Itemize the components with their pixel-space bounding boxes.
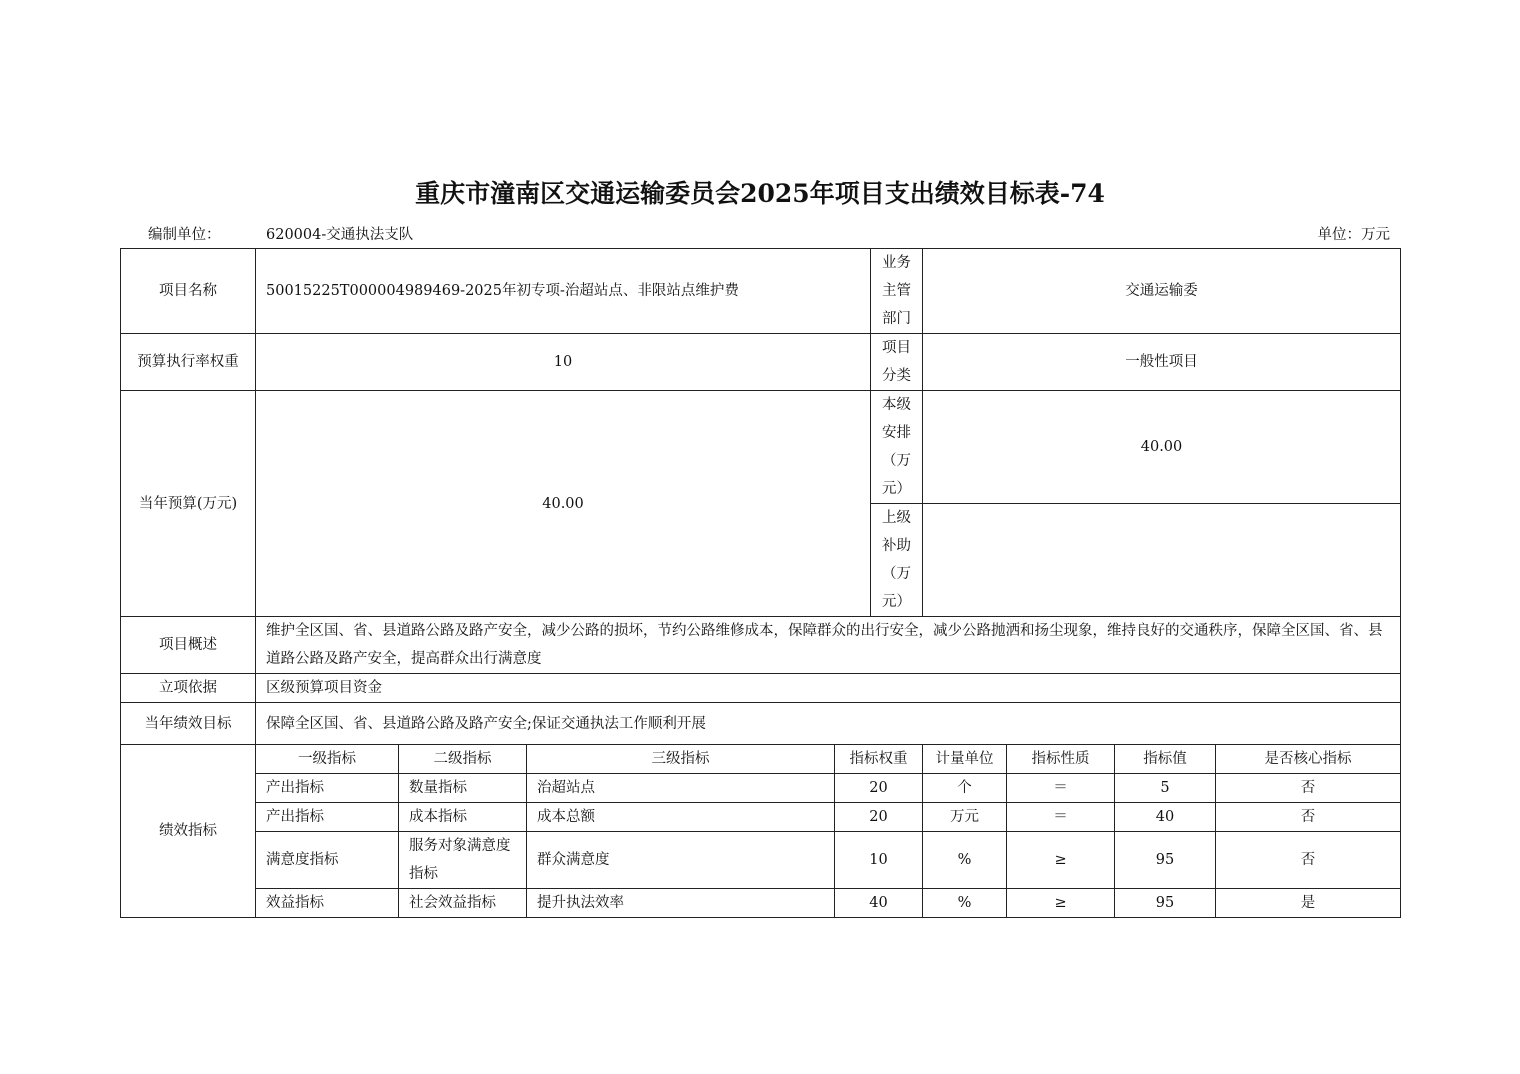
weight-value: 10 [256,334,871,391]
indicator-weight: 20 [835,803,923,832]
goal-label: 当年绩效目标 [121,703,256,745]
header-level3: 三级指标 [527,745,835,774]
row-project-name [121,249,1401,334]
indicator-header-row [121,745,1401,774]
indicator-unit: % [923,832,1007,889]
category-label: 项目分类 [871,334,923,391]
dept-value: 交通运输委 [923,249,1401,334]
overview-label: 项目概述 [121,617,256,674]
indicator-level2: 社会效益指标 [399,889,527,918]
currency-unit: 单位：万元 [1317,227,1390,243]
header-core: 是否核心指标 [1216,745,1401,774]
table-row [121,889,1401,918]
indicator-value: 95 [1115,889,1216,918]
budget-label: 当年预算(万元) [121,391,256,617]
indicator-level3: 群众满意度 [527,832,835,889]
indicator-weight: 10 [835,832,923,889]
indicator-label: 绩效指标 [121,745,256,918]
indicator-nature: ≥ [1007,889,1115,918]
weight-label: 预算执行率权重 [121,334,256,391]
row-weight [121,334,1401,391]
indicator-level3: 提升执法效率 [527,889,835,918]
header-unit: 计量单位 [923,745,1007,774]
indicator-nature: ＝ [1007,774,1115,803]
row-basis [121,674,1401,703]
compile-unit-value: 620004-交通执法支队 [266,227,414,243]
indicator-unit: 个 [923,774,1007,803]
indicator-level1: 效益指标 [256,889,399,918]
dept-label: 业务主管部门 [871,249,923,334]
indicator-value: 5 [1115,774,1216,803]
header-level1: 一级指标 [256,745,399,774]
indicator-nature: ＝ [1007,803,1115,832]
header-level2: 二级指标 [399,745,527,774]
indicator-core: 否 [1216,803,1401,832]
local-label: 本级安排（万元） [871,391,923,504]
header-weight: 指标权重 [835,745,923,774]
indicator-core: 否 [1216,774,1401,803]
compile-unit-label: 编制单位： [148,227,221,243]
header-nature: 指标性质 [1007,745,1115,774]
indicator-level3: 治超站点 [527,774,835,803]
indicator-unit: 万元 [923,803,1007,832]
budget-value: 40.00 [256,391,871,617]
indicator-level2: 成本指标 [399,803,527,832]
indicator-core: 否 [1216,832,1401,889]
upper-value [923,504,1401,617]
header-value: 指标值 [1115,745,1216,774]
goal-text: 保障全区国、省、县道路公路及路产安全;保证交通执法工作顺利开展 [256,703,1401,745]
indicator-core: 是 [1216,889,1401,918]
page-title: 重庆市潼南区交通运输委员会2025年项目支出绩效目标表-74 [415,179,1105,208]
indicator-level1: 产出指标 [256,803,399,832]
indicator-nature: ≥ [1007,832,1115,889]
upper-label: 上级补助（万元） [871,504,923,617]
row-goal [121,703,1401,745]
row-budget-local [121,391,1401,504]
row-overview [121,617,1401,674]
indicator-level2: 服务对象满意度指标 [399,832,527,889]
overview-text: 维护全区国、省、县道路公路及路产安全，减少公路的损坏，节约公路维修成本，保障群众的出行安全，减少公路抛洒和扬尘现象，维持良好的交通秩序，保障全区国、省、县道路公路及路产安全，提高群众出行满意度 [256,617,1401,674]
indicator-level1: 满意度指标 [256,832,399,889]
basis-label: 立项依据 [121,674,256,703]
indicator-unit: % [923,889,1007,918]
table-row [121,832,1401,889]
category-value: 一般性项目 [923,334,1401,391]
indicator-weight: 40 [835,889,923,918]
indicator-value: 40 [1115,803,1216,832]
indicator-weight: 20 [835,774,923,803]
indicator-level3: 成本总额 [527,803,835,832]
indicator-level2: 数量指标 [399,774,527,803]
project-name-value: 50015225T000004989469-2025年初专项-治超站点、非限站点维护费 [256,249,871,334]
table-row [121,774,1401,803]
table-row [121,803,1401,832]
indicator-level1: 产出指标 [256,774,399,803]
project-name-label: 项目名称 [121,249,256,334]
basis-text: 区级预算项目资金 [256,674,1401,703]
performance-target-table [120,248,1401,918]
local-value: 40.00 [923,391,1401,504]
indicator-value: 95 [1115,832,1216,889]
